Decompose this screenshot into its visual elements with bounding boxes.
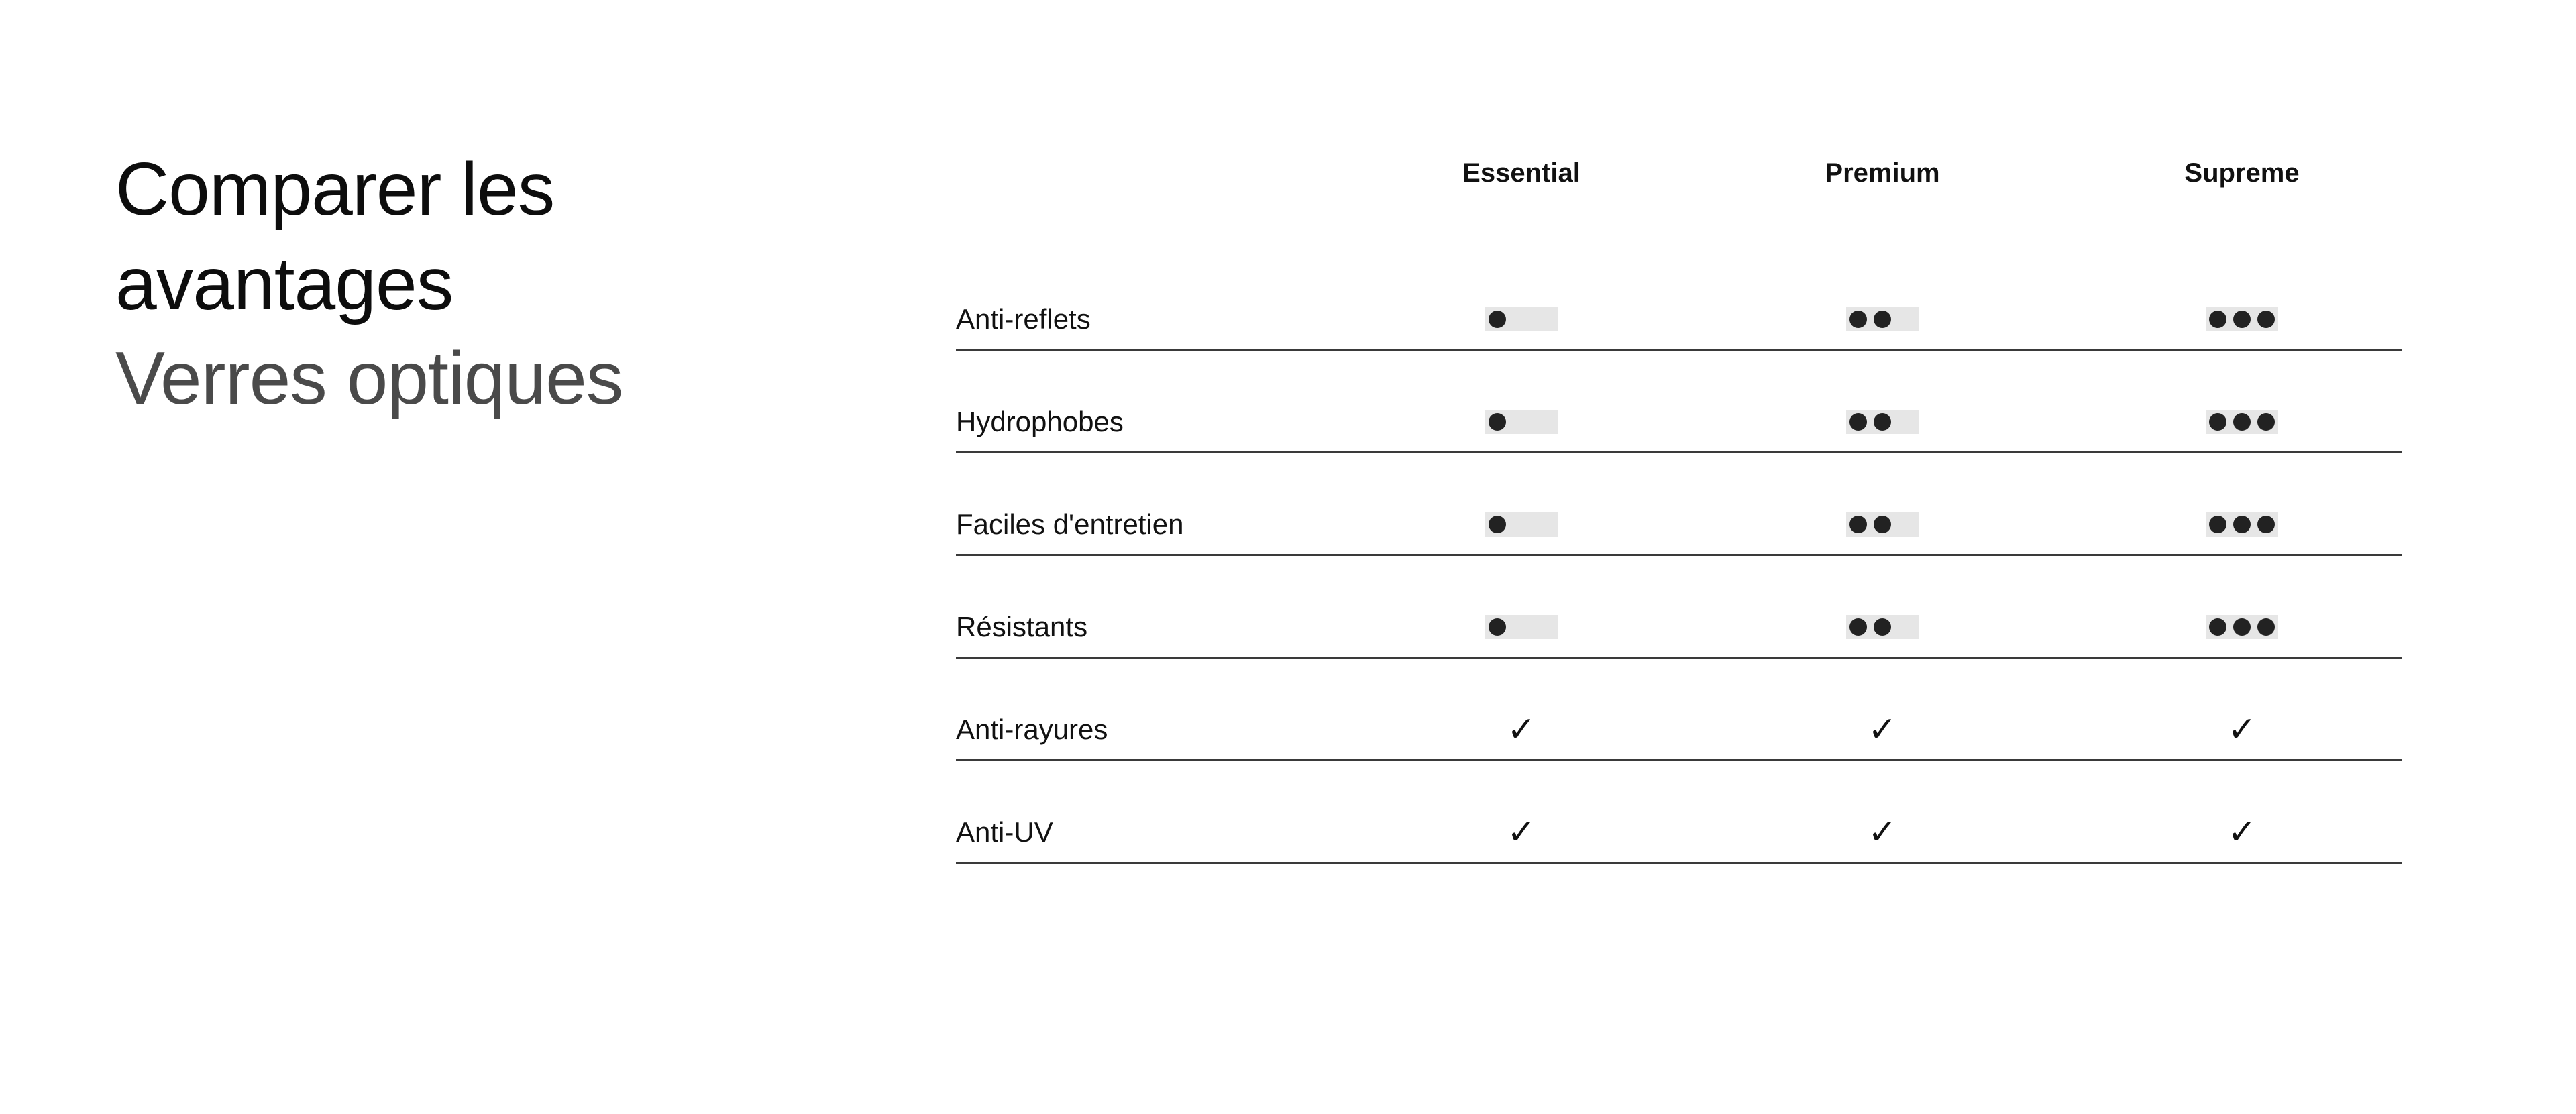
page-title — [115, 142, 853, 331]
rating-meter-premium — [1842, 612, 1923, 642]
column-header-essential: Essential — [1462, 158, 1580, 188]
table-row — [956, 453, 2402, 556]
feature-check-essential — [1481, 812, 1562, 852]
rating-dots — [1846, 512, 1919, 537]
rating-meter-supreme — [2202, 510, 2282, 539]
rating-dot-filled — [1485, 410, 1509, 434]
table-row — [956, 248, 2402, 351]
rating-dot-empty — [1894, 307, 1919, 331]
feature-check-supreme — [2202, 812, 2282, 852]
rating-dot-empty — [1509, 615, 1534, 639]
table-row — [956, 351, 2402, 453]
rating-dot-empty — [1509, 307, 1534, 331]
checkmark-icon: ✓ — [1507, 710, 1536, 750]
feature-check-premium — [1842, 710, 1923, 750]
rating-dots — [1846, 615, 1919, 639]
page-title-line-1: Comparer les — [115, 148, 555, 231]
rating-dots — [1485, 512, 1558, 537]
rating-dot-filled — [2254, 615, 2278, 639]
feature-check-premium — [1842, 812, 1923, 852]
rating-meter-essential — [1481, 304, 1562, 334]
rating-dot-filled — [2206, 512, 2230, 537]
rating-dot-filled — [1485, 307, 1509, 331]
row-label: Anti-UV — [956, 816, 1053, 848]
feature-check-supreme — [2202, 710, 2282, 750]
rating-meter-premium — [1842, 407, 1923, 437]
column-header-premium: Premium — [1825, 158, 1940, 188]
rating-dot-filled — [1870, 615, 1894, 639]
checkmark-icon: ✓ — [1868, 812, 1897, 852]
feature-check-essential — [1481, 710, 1562, 750]
rating-dot-filled — [2206, 615, 2230, 639]
page-subtitle: Verres optiques — [115, 337, 623, 420]
row-label: Anti-rayures — [956, 714, 1108, 745]
rating-dots — [2206, 512, 2278, 537]
row-label: Anti-reflets — [956, 303, 1091, 335]
rating-dot-filled — [1485, 615, 1509, 639]
rating-dot-filled — [1846, 307, 1870, 331]
rating-dot-empty — [1509, 512, 1534, 537]
table-body — [956, 248, 2402, 864]
rating-meter-supreme — [2202, 612, 2282, 642]
rating-dot-filled — [2230, 307, 2254, 331]
rating-dot-filled — [2254, 410, 2278, 434]
rating-dot-filled — [2254, 307, 2278, 331]
rating-dot-filled — [1846, 512, 1870, 537]
rating-dot-filled — [2230, 615, 2254, 639]
rating-meter-essential — [1481, 407, 1562, 437]
table-row — [956, 556, 2402, 659]
rating-dot-filled — [1870, 307, 1894, 331]
rating-meter-supreme — [2202, 304, 2282, 334]
rating-dots — [1485, 410, 1558, 434]
rating-meter-premium — [1842, 510, 1923, 539]
rating-dot-filled — [2206, 307, 2230, 331]
rating-dot-empty — [1894, 615, 1919, 639]
rating-dots — [1846, 307, 1919, 331]
rating-dot-filled — [1846, 615, 1870, 639]
rating-meter-essential — [1481, 510, 1562, 539]
page-title-line-2: avantages — [115, 242, 453, 325]
rating-dot-filled — [1870, 512, 1894, 537]
rating-dot-empty — [1534, 307, 1558, 331]
rating-dots — [1485, 615, 1558, 639]
rating-dot-filled — [1870, 410, 1894, 434]
section-heading — [115, 142, 853, 426]
rating-dot-empty — [1534, 615, 1558, 639]
row-label: Hydrophobes — [956, 406, 1124, 437]
rating-dot-filled — [1485, 512, 1509, 537]
rating-dots — [2206, 410, 2278, 434]
row-label: Faciles d'entretien — [956, 508, 1184, 540]
checkmark-icon: ✓ — [1507, 812, 1536, 852]
rating-dot-empty — [1509, 410, 1534, 434]
column-header-supreme: Supreme — [2184, 158, 2300, 188]
rating-meter-supreme — [2202, 407, 2282, 437]
rating-dot-empty — [1894, 410, 1919, 434]
table-row — [956, 659, 2402, 761]
rating-dot-empty — [1894, 512, 1919, 537]
rating-dot-filled — [2254, 512, 2278, 537]
rating-dot-filled — [2230, 512, 2254, 537]
table-header-row — [956, 154, 2402, 248]
row-label: Résistants — [956, 611, 1088, 643]
rating-dot-empty — [1534, 512, 1558, 537]
checkmark-icon: ✓ — [2227, 710, 2257, 750]
rating-dots — [2206, 307, 2278, 331]
rating-dot-filled — [2206, 410, 2230, 434]
table-row — [956, 761, 2402, 864]
rating-dot-empty — [1534, 410, 1558, 434]
rating-dots — [2206, 615, 2278, 639]
checkmark-icon: ✓ — [1868, 710, 1897, 750]
rating-dots — [1485, 307, 1558, 331]
rating-meter-essential — [1481, 612, 1562, 642]
rating-meter-premium — [1842, 304, 1923, 334]
rating-dots — [1846, 410, 1919, 434]
rating-dot-filled — [2230, 410, 2254, 434]
checkmark-icon: ✓ — [2227, 812, 2257, 852]
rating-dot-filled — [1846, 410, 1870, 434]
comparison-table — [956, 154, 2402, 864]
